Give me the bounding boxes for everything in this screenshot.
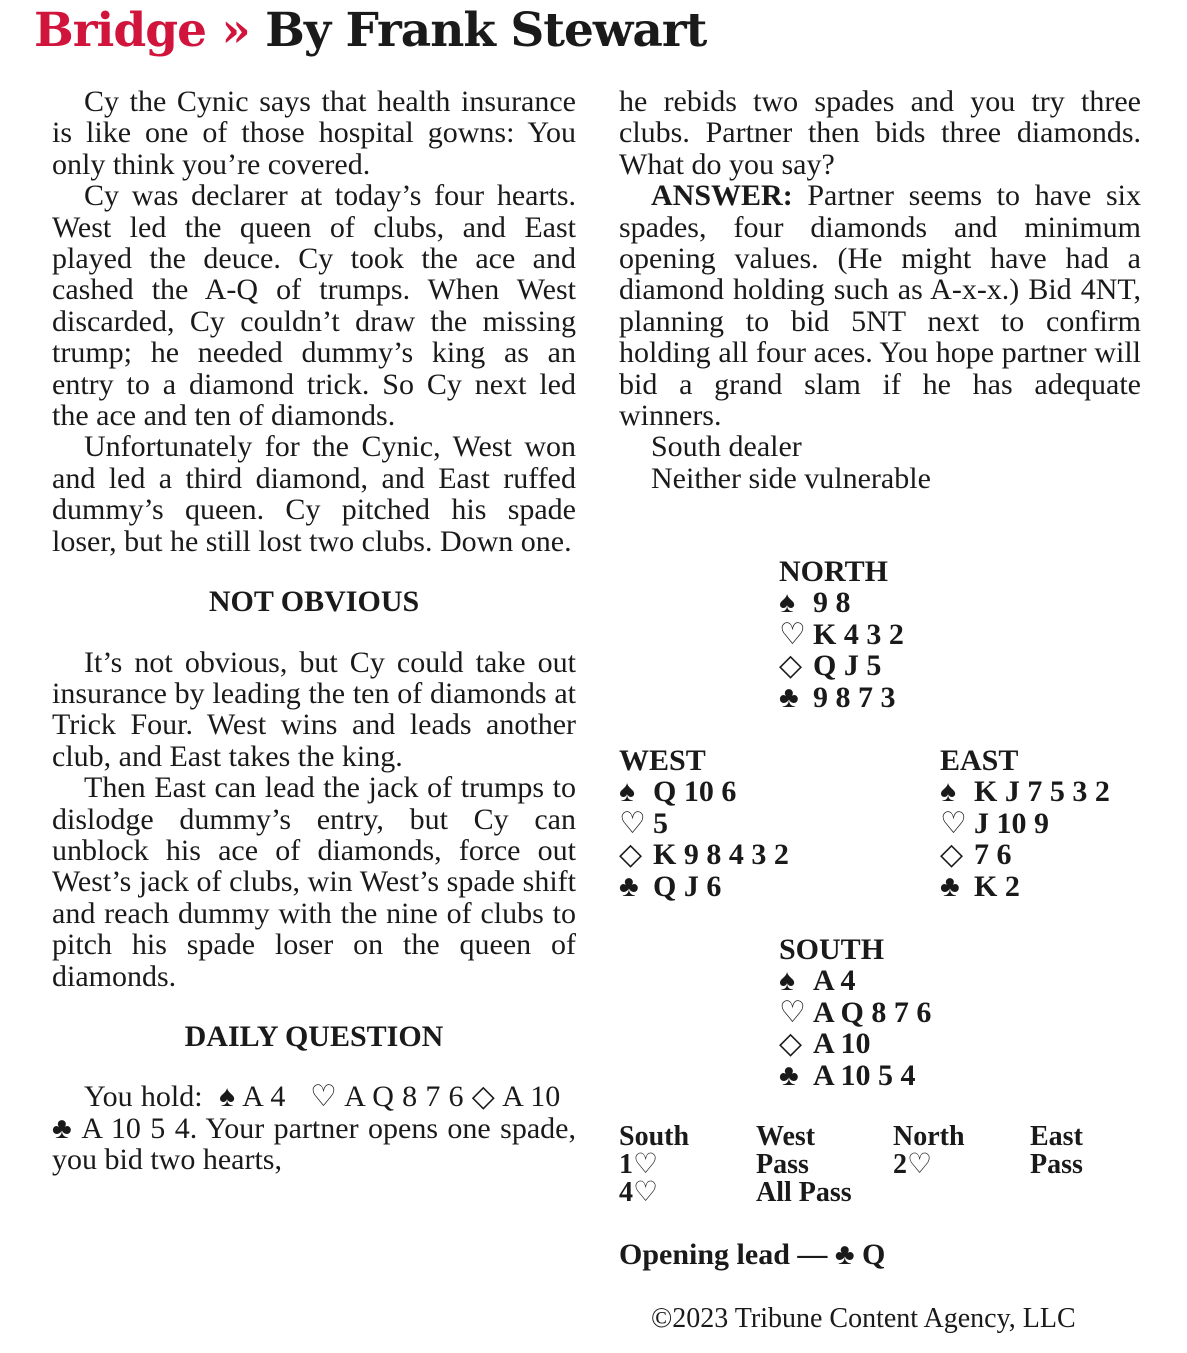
club-icon: ♣ — [940, 869, 960, 903]
opening-lead: Opening lead — ♣ Q — [619, 1238, 886, 1271]
east-hearts: J 10 9 — [974, 806, 1049, 840]
heart-icon: ♡ — [779, 995, 806, 1029]
north-spades: 9 8 — [813, 586, 851, 620]
masthead — [34, 0, 706, 62]
west-hearts: 5 — [653, 806, 668, 840]
byline: By Frank Stewart — [265, 3, 707, 58]
club-icon: ♣ — [619, 869, 639, 903]
diamond-icon: ◇ — [779, 1027, 803, 1061]
vulnerability-info: Neither side vulnerable — [651, 461, 931, 495]
auction-header-row — [619, 1123, 1140, 1151]
copyright: ©2023 Tribune Content Agency, LLC — [651, 1303, 1076, 1334]
north-clubs: 9 8 7 3 — [813, 680, 896, 714]
seat-label-north: NORTH — [779, 555, 888, 588]
question-hearts: A Q 8 7 6 — [344, 1080, 464, 1114]
question-text: . Your partner opens one spade, you bid two hearts, — [52, 1111, 576, 1177]
auction-bid: 4♡ — [619, 1177, 659, 1208]
club-icon: ♣ — [779, 1058, 799, 1092]
paragraph-answer — [619, 180, 1141, 431]
auction-row — [619, 1151, 1140, 1179]
diamond-icon: ◇ — [619, 838, 643, 872]
spade-icon: ♠ — [218, 1080, 236, 1114]
seat-label-west: WEST — [619, 744, 706, 777]
spade-icon: ♠ — [779, 586, 795, 620]
north-hearts: K 4 3 2 — [813, 617, 904, 651]
north-diamonds: Q J 5 — [813, 649, 882, 683]
question-intro: You hold: — [84, 1080, 203, 1114]
south-spades: A 4 — [813, 964, 856, 998]
auction-bid — [1030, 1179, 1140, 1207]
club-icon: ♣ — [779, 680, 799, 714]
heart-icon: ♡ — [940, 806, 967, 840]
heart-icon: ♡ — [779, 617, 806, 651]
heading-not-obvious: NOT OBVIOUS — [208, 585, 420, 619]
paragraph-question — [52, 1081, 576, 1175]
hand-north — [779, 556, 904, 713]
auction-bid: All Pass — [756, 1177, 852, 1208]
hand-south — [779, 934, 931, 1091]
answer-text: Partner seems to have six spades, four diamonds and minimum opening values. (He might have had a diamond holding such as A-x-x.) Bid 4NT, planning to bid 5NT next to confirm holding all four aces. You hope partner will bid a grand slam if he has adequate winners. — [619, 179, 1142, 433]
paragraph-result: Unfortunately for the Cynic, West won and led a third diamond, and East ruffed dummy’s queen. Cy pitched his spade loser, but he still lost two clubs. Down one. — [52, 430, 576, 558]
diamond-icon: ◇ — [471, 1080, 496, 1114]
club-icon: ♣ — [52, 1111, 74, 1145]
west-clubs: Q J 6 — [653, 869, 722, 903]
heart-icon: ♡ — [309, 1080, 338, 1114]
heading-daily-question: DAILY QUESTION — [184, 1019, 444, 1053]
east-diamonds: 7 6 — [974, 838, 1012, 872]
diamond-icon: ◇ — [779, 649, 803, 683]
seat-label-south: SOUTH — [779, 933, 885, 966]
paragraph-intro: Cy the Cynic says that health insurance is like one of those hospital gowns: You only think you’re covered. — [52, 85, 576, 181]
south-clubs: A 10 5 4 — [813, 1058, 916, 1092]
paragraph-line-of-play: Then East can lead the jack of trumps to dislodge dummy’s entry, but Cy can unblock his ace of diamonds, force out West’s jack of clubs, win West’s spade shift and reach dummy with the nine of clubs to pitch his spade loser on the queen of diamonds. — [52, 771, 576, 993]
paragraph-play: Cy was declarer at today’s four hearts. West led the queen of clubs, and East played the deuce. Cy took the ace and cashed the A-Q of trumps. When West discarded, Cy couldn’t draw the missing trump; he needed dummy’s king as an entry to a diamond trick. So Cy next led the ace and ten of diamonds. — [52, 179, 576, 433]
paragraph-insurance: It’s not obvious, but Cy could take out insurance by leading the ten of diamonds at Trick Four. West wins and leads another club, and East takes the king. — [52, 645, 576, 773]
south-diamonds: A 10 — [813, 1027, 871, 1061]
right-column — [619, 86, 1141, 494]
auction-bid — [893, 1179, 1030, 1207]
left-column — [52, 86, 576, 1176]
auction-table — [619, 1123, 1140, 1207]
question-spades: A 4 — [242, 1080, 286, 1114]
auction-bid: Pass — [1030, 1149, 1083, 1180]
east-clubs: K 2 — [974, 869, 1020, 903]
heart-icon: ♡ — [619, 806, 646, 840]
auction-header-east: East — [1030, 1121, 1083, 1152]
auction-bid: 1♡ — [619, 1149, 659, 1180]
auction-bid: Pass — [756, 1149, 809, 1180]
auction-row — [619, 1179, 1140, 1207]
spade-icon: ♠ — [619, 775, 635, 809]
south-hearts: A Q 8 7 6 — [813, 995, 932, 1029]
spade-icon: ♠ — [940, 775, 956, 809]
east-spades: K J 7 5 3 2 — [974, 775, 1110, 809]
auction-header-south: South — [619, 1121, 690, 1152]
hand-west — [619, 745, 789, 902]
question-clubs: A 10 5 4 — [81, 1111, 190, 1145]
seat-label-east: EAST — [940, 744, 1019, 777]
question-diamonds: A 10 — [502, 1080, 561, 1114]
answer-label: ANSWER: — [651, 179, 793, 213]
west-spades: Q 10 6 — [653, 775, 737, 809]
auction-header-west: West — [756, 1121, 816, 1152]
brand-title: Bridge » — [34, 3, 250, 58]
hand-east — [940, 745, 1110, 902]
diamond-icon: ◇ — [940, 838, 964, 872]
dealer-info: South dealer — [651, 430, 802, 464]
paragraph-question-cont: he rebids two spades and you try three clubs. Partner then bids three diamonds. What do you say? — [619, 85, 1141, 181]
spade-icon: ♠ — [779, 964, 795, 998]
auction-bid: 2♡ — [893, 1149, 933, 1180]
auction-header-north: North — [893, 1121, 965, 1152]
west-diamonds: K 9 8 4 3 2 — [653, 838, 789, 872]
